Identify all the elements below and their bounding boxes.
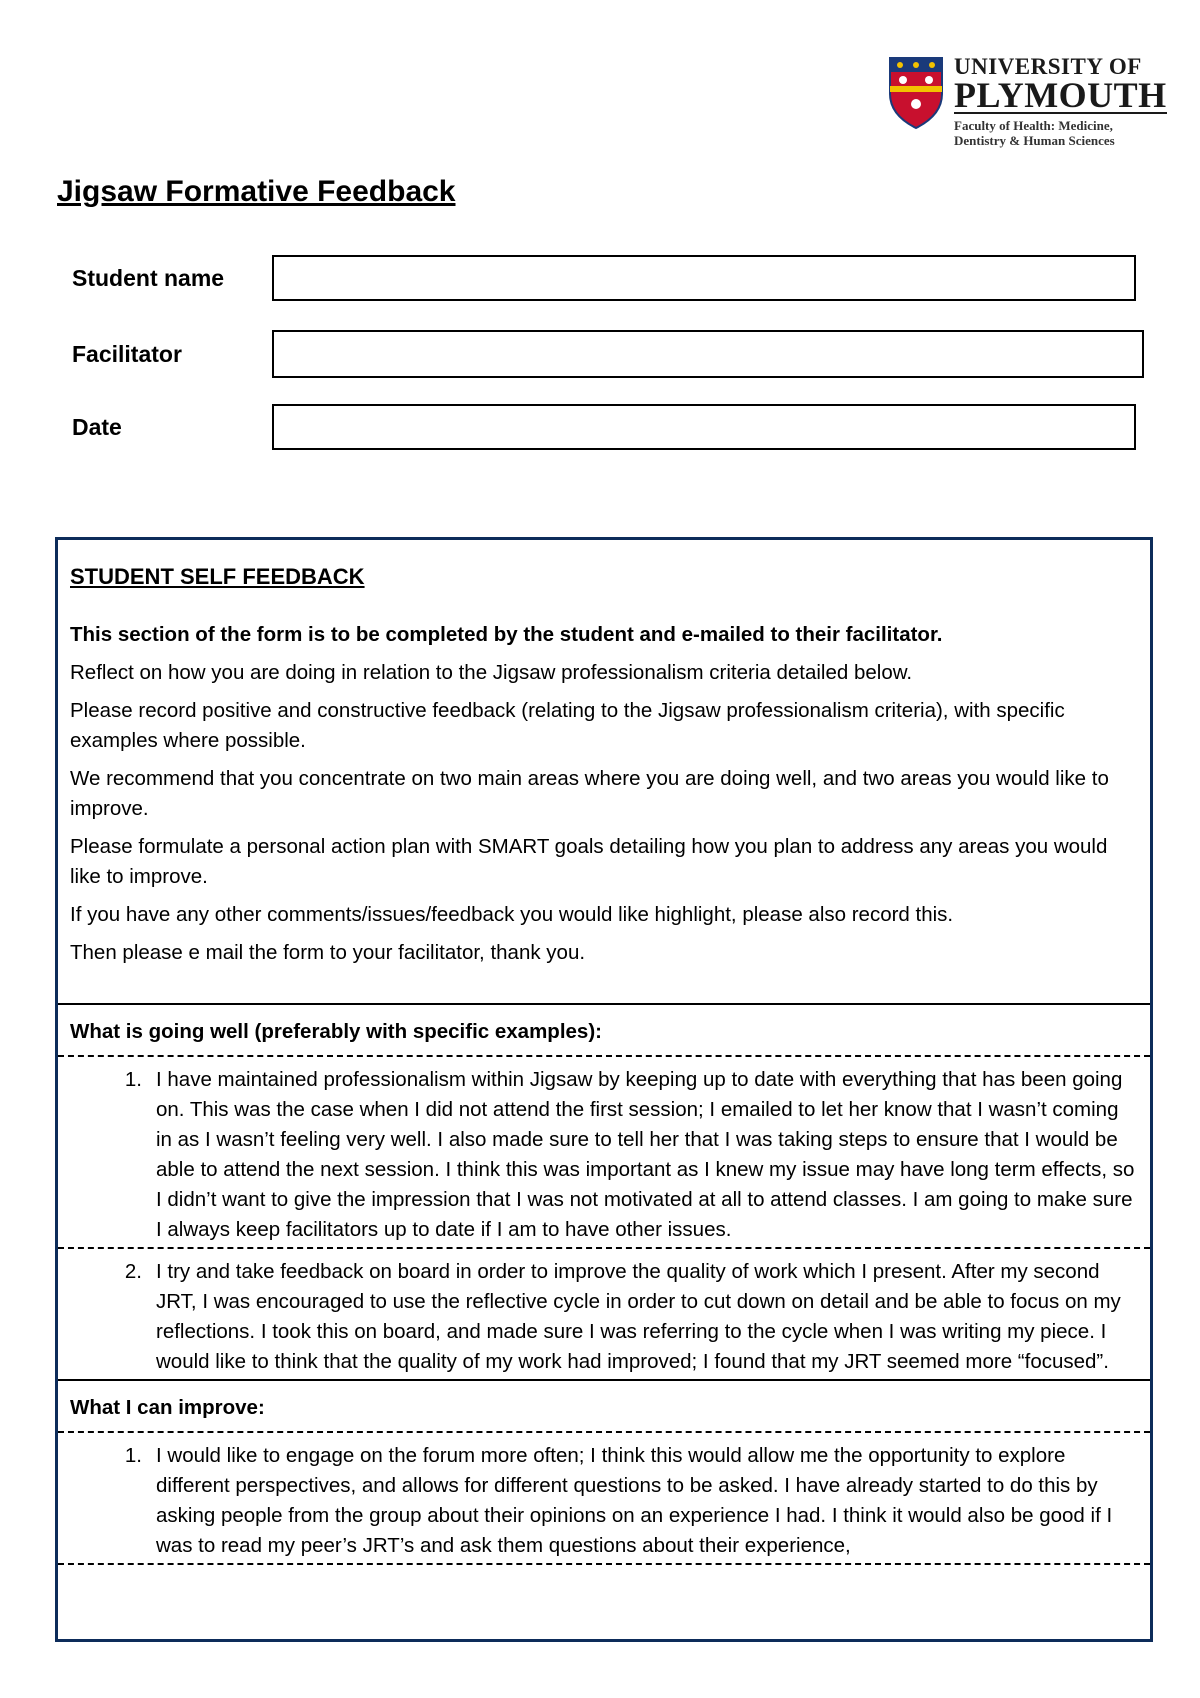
item-text: I try and take feedback on board in order to improve the quality of work which I present. After my second JRT, I was encouraged to use the reflective cycle in order to cut down on detail and be able to focus on my reflections. I took this on board, and made sure I was referring to the cycle when I was writing my piece. I would like to think that the quality of my work had improved; I found that my JRT seemed more “focused”. <box>156 1260 1121 1373</box>
section-heading: STUDENT SELF FEEDBACK <box>70 564 365 589</box>
logo-line-plymouth: PLYMOUTH <box>954 75 1167 115</box>
instruction-paragraph: We recommend that you concentrate on two main areas where you are doing well, and two areas you would like to improve. <box>70 767 1109 820</box>
page-title: Jigsaw Formative Feedback <box>57 175 456 208</box>
instructions-section <box>58 540 1150 1005</box>
going-well-item[interactable] <box>58 1057 1150 1249</box>
student-self-feedback-box <box>55 537 1153 1642</box>
instruction-paragraph: Please record positive and constructive feedback (relating to the Jigsaw professionalism criteria), with specific examples where possible. <box>70 699 1065 752</box>
date-label: Date <box>72 413 122 440</box>
crest-icon <box>888 56 944 130</box>
date-row <box>72 404 1136 450</box>
item-number: 1. <box>124 1068 142 1091</box>
instruction-paragraph: If you have any other comments/issues/feedback you would like highlight, please also record this. <box>70 903 954 926</box>
logo-line-faculty-2: Dentistry & Human Sciences <box>954 133 1115 148</box>
going-well-heading: What is going well (preferably with specific examples): <box>58 1005 1150 1057</box>
improve-item[interactable] <box>58 1433 1150 1565</box>
facilitator-row <box>72 330 1144 378</box>
student-name-field[interactable] <box>272 255 1136 301</box>
instruction-paragraph: Reflect on how you are doing in relation to the Jigsaw professionalism criteria detailed below. <box>70 661 913 684</box>
logo-line-university: UNIVERSITY OF <box>954 54 1142 79</box>
item-number: 1. <box>124 1444 142 1467</box>
date-field[interactable] <box>272 404 1136 450</box>
student-name-row <box>72 255 1136 301</box>
item-text: I have maintained professionalism within Jigsaw by keeping up to date with everything that has been going on. This was the case when I did not attend the first session; I emailed to let her know that I wasn’t coming in as I wasn’t feeling very well. I also made sure to tell her that I was taking steps to ensure that I would be able to attend the next session. I think this was important as I knew my issue may have long term effects, so I didn’t want to give the impression that I was not motivated at all to attend classes. I am going to make sure I always keep facilitators up to date if I am to have other issues. <box>156 1068 1135 1241</box>
going-well-item[interactable] <box>58 1249 1150 1381</box>
improve-heading: What I can improve: <box>58 1381 1150 1433</box>
university-logo <box>888 56 1167 148</box>
student-name-label: Student name <box>72 264 225 291</box>
instruction-paragraph: Then please e mail the form to your facilitator, thank you. <box>70 941 586 964</box>
facilitator-label: Facilitator <box>72 340 182 367</box>
item-number: 2. <box>124 1260 142 1283</box>
item-text: I would like to engage on the forum more often; I think this would allow me the opportunity to explore different perspectives, and allows for different questions to be asked. I have already started to do this by asking people from the group about their opinions on an experience I had. I think it would also be good if I was to read my peer’s JRT’s and ask them questions about their experience, <box>156 1444 1113 1557</box>
facilitator-field[interactable] <box>272 330 1144 378</box>
instruction-paragraph: This section of the form is to be completed by the student and e-mailed to their facilitator. <box>70 623 943 646</box>
logo-line-faculty: Faculty of Health: Medicine, <box>954 118 1113 133</box>
instruction-paragraph: Please formulate a personal action plan with SMART goals detailing how you plan to address any areas you would like to improve. <box>70 835 1108 888</box>
